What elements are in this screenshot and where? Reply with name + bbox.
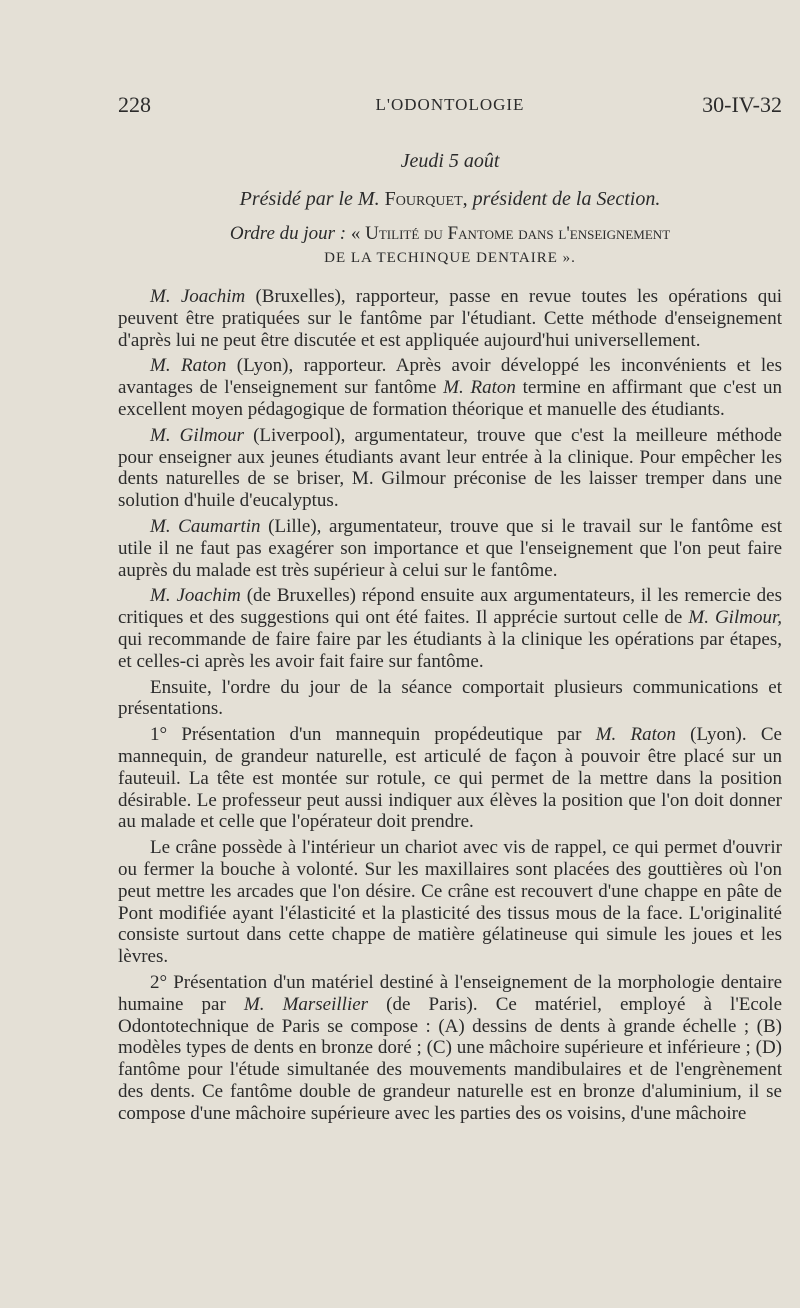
paragraph-text-continued: (Lyon). Ce mannequin, de grandeur naturelle, est articulé de façon à pouvoir être placé sur un fauteuil. La tête est montée sur rotule, ce qui permet de la mettre dans la position désirable. Le professeur peut aussi indiquer aux élèves la position que l'on doit donner au malade et celle que l'opérateur doit prendre. [118, 724, 782, 833]
president-name: Fourquet, [384, 188, 468, 210]
journal-title: L'ODONTOLOGIE [375, 95, 525, 114]
paragraph-9 [118, 972, 782, 1125]
speaker-name: M. Raton [150, 355, 227, 377]
speaker-name-inline: M. Gilmour, [688, 607, 782, 629]
paragraph-text-continued: (de Paris). Ce matériel, employé à l'Ecole Odontotechnique de Paris se compose : (A) dessins de dents à grande échelle ; (B) modèles types de dents en bronze doré ; (C) une mâchoire supérieure et inférieure ; (D) fantôme pour l'étude simultanée des mouvements mandibulaires et de l'engrènement des dents. Ce fantôme double de grandeur naturelle est en bronze d'aluminium, il se compose d'une mâchoire supérieure avec les parties des os voisins, d'une mâchoire [118, 993, 782, 1124]
paragraph-7 [118, 724, 782, 833]
page-body [118, 148, 782, 1128]
paragraph-3 [118, 425, 782, 512]
speaker-name-inline: M. Raton [595, 724, 676, 746]
paragraph-2 [118, 355, 782, 420]
paragraph-text: 2° Présentation d'un matériel destiné à l'enseignement de la morphologie dentaire humaine par [118, 971, 782, 1015]
agenda-label: Ordre du jour : [229, 223, 347, 244]
paragraph-text: (Lyon), rapporteur. Après avoir développé les inconvénients et les avantages de l'enseignement sur fantôme [118, 355, 782, 399]
president-suffix: président de la Section. [472, 188, 661, 210]
paragraph-text: (Liverpool), argumentateur, trouve que c'est la meilleure méthode pour enseigner aux jeunes étudiants avant leur entrée à la clinique. Pour empêcher les dents naturelles de se briser, M. Gilmour préconise de les laisser tremper dans une solution d'huile d'eucalyptus. [118, 424, 782, 512]
page-number: 228 [118, 92, 151, 117]
session-date: Jeudi 5 août [400, 150, 500, 172]
paragraph-text: Ensuite, l'ordre du jour de la séance comportait plusieurs communications et présentations. [118, 676, 782, 720]
paragraph-text-continued: termine en affirmant que c'est un excellent moyen pédagogique de formation théorique et manuelle des étudiants. [118, 377, 782, 420]
paragraph-text: (Lille), argumentateur, trouve que si le travail sur le fantôme est utile il ne faut pas exagérer son importance et que l'enseignement que l'on peut faire auprès du malade est très supérieur à celui sur le fantôme. [118, 515, 782, 581]
agenda [118, 222, 782, 270]
speaker-name: M. Joachim [150, 585, 241, 607]
paragraph-8 [118, 837, 782, 968]
paragraph-1 [118, 286, 782, 351]
running-header [118, 92, 782, 122]
paragraph-5 [118, 585, 782, 672]
paragraph-text: (Bruxelles), rapporteur, passe en revue toutes les opérations qui peuvent être pratiquées sur le fantôme par l'étudiant. Cette méthode d'enseignement d'après lui ne peut être discutée et est appliquée aujourd'hui universellement. [118, 286, 782, 351]
president-prefix: Présidé par le M. [239, 188, 380, 210]
paragraph-4 [118, 516, 782, 581]
session-president [118, 186, 782, 212]
speaker-name: M. Joachim [150, 286, 246, 307]
speaker-name: M. Caumartin [150, 515, 261, 537]
paragraph-text: Le crâne possède à l'intérieur un chariot avec vis de rappel, ce qui permet d'ouvrir ou fermer la bouche à volonté. Sur les maxillaires sont placées des gouttières où l'on peut mettre les arcades que l'on désire. Ce crâne est recouvert d'une chappe en pâte de Pont modifiée ayant l'élasticité et la plasticité des tissus mous de la face. L'originalité consiste surtout dans cette chappe de matière gélatineuse qui simule les joues et les lèvres. [118, 837, 782, 968]
speaker-name: M. Gilmour [150, 424, 245, 446]
paragraph-text: 1° Présentation d'un mannequin propédeutique par [150, 724, 596, 746]
speaker-name-inline: M. Raton [443, 377, 516, 399]
issue-date: 30-IV-32 [702, 92, 782, 117]
speaker-name-inline: M. Marseillier [243, 993, 369, 1015]
agenda-title-line2: DE LA TECHINQUE DENTAIRE ». [324, 250, 576, 266]
agenda-title-line1: « Utilité du Fantome dans l'enseignement [350, 223, 671, 244]
paragraph-6 [118, 677, 782, 721]
paragraph-text-continued: qui recommande de faire faire par les étudiants à la clinique les opérations par étapes, et celles-ci après les avoir fait faire sur fantôme. [118, 628, 782, 672]
paragraph-text: (de Bruxelles) répond ensuite aux argumentateurs, il les remercie des critiques et des suggestions qui ont été faites. Il apprécie surtout celle de [118, 585, 782, 629]
